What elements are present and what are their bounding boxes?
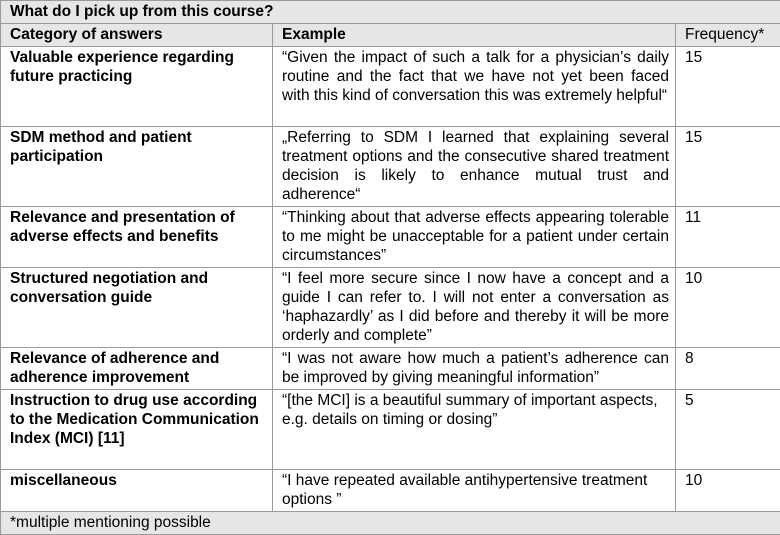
table-row [1, 47, 780, 127]
table-row [1, 207, 780, 268]
table-row [1, 348, 780, 390]
frequency-cell: 11 [676, 207, 780, 268]
header-frequency: Frequency* [676, 24, 780, 47]
example-cell: „Referring to SDM I learned that explaining several treatment options and the consecutive shared treatment decision is likely to enhance mutual trust and adherence“ [273, 127, 676, 207]
table-row [1, 390, 780, 470]
category-cell: Relevance of adherence and adherence improvement [1, 348, 273, 390]
category-cell: Instruction to drug use according to the Medication Communication Index (MCI) [11] [1, 390, 273, 470]
example-cell: “[the MCI] is a beautiful summary of important aspects, e.g. details on timing or dosing” [273, 390, 676, 470]
header-category: Category of answers [1, 24, 273, 47]
example-cell: “I was not aware how much a patient’s adherence can be improved by giving meaningful information” [273, 348, 676, 390]
frequency-cell: 15 [676, 127, 780, 207]
frequency-cell: 8 [676, 348, 780, 390]
table-row [1, 127, 780, 207]
frequency-cell: 10 [676, 470, 780, 512]
category-cell: SDM method and patient participation [1, 127, 273, 207]
header-row [1, 24, 780, 47]
example-cell: “I have repeated available antihypertensive treatment options ” [273, 470, 676, 512]
footnote: *multiple mentioning possible [1, 512, 780, 535]
example-cell: “Given the impact of such a talk for a physician’s daily routine and the fact that we have not yet been faced with this kind of conversation this was extremely helpful“ [273, 47, 676, 127]
table-title-row [1, 1, 780, 24]
footnote-row [1, 512, 780, 535]
table-title: What do I pick up from this course? [1, 1, 780, 24]
header-example: Example [273, 24, 676, 47]
category-cell: Structured negotiation and conversation guide [1, 268, 273, 348]
table-row [1, 470, 780, 512]
example-cell: “Thinking about that adverse effects appearing tolerable to me might be unacceptable for a patient under certain circumstances” [273, 207, 676, 268]
frequency-cell: 5 [676, 390, 780, 470]
table-row [1, 268, 780, 348]
example-cell: “I feel more secure since I now have a concept and a guide I can refer to. I will not enter a conversation as ‘haphazardly’ as I did before and thereby it will be more orderly and complete” [273, 268, 676, 348]
category-cell: Valuable experience regarding future practicing [1, 47, 273, 127]
category-cell: Relevance and presentation of adverse effects and benefits [1, 207, 273, 268]
frequency-cell: 10 [676, 268, 780, 348]
frequency-cell: 15 [676, 47, 780, 127]
category-cell: miscellaneous [1, 470, 273, 512]
